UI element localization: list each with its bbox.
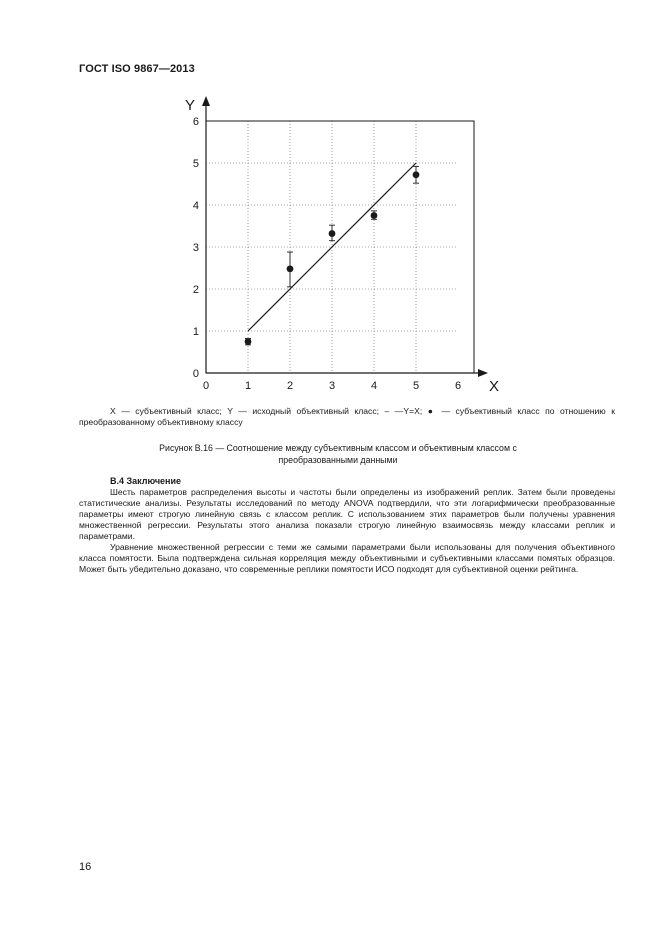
- document-header: ГОСТ ISO 9867—2013: [79, 63, 195, 75]
- x-tick-label: 6: [454, 380, 462, 392]
- y-tick-label: 1: [192, 326, 199, 338]
- section-title: В.4 Заключение: [110, 476, 182, 486]
- chart-reference-line: [248, 163, 416, 331]
- y-axis-arrow-icon: [202, 96, 210, 106]
- data-point: [287, 265, 294, 272]
- chart-axes: [185, 96, 499, 395]
- y-axis-label: Y: [184, 97, 196, 114]
- data-point: [329, 230, 336, 237]
- y-tick-label: 5: [192, 158, 199, 170]
- figure-caption: Рисунок В.16 — Соотношение между субъективным классом и объективным классом с преобразованными данными: [159, 443, 517, 465]
- x-axis-arrow-icon: [478, 369, 488, 377]
- x-tick-label: 3: [328, 380, 336, 392]
- y-tick-label: 2: [192, 284, 199, 296]
- y-tick-label: 3: [192, 242, 199, 254]
- scatter-chart: [170, 88, 510, 398]
- x-tick-label: 5: [412, 380, 420, 392]
- x-tick-label: 2: [286, 380, 294, 392]
- figure-legend: X — субъективный класс; Y — исходный объективный класс; – —Y=X; ● — субъективный класс по отношению к преобразованному объективному классу: [79, 406, 615, 427]
- y-tick-label: 0: [192, 368, 199, 380]
- chart-tick-labels: [193, 116, 461, 392]
- page-number: 16: [79, 861, 92, 873]
- plot-area-border: [206, 121, 474, 373]
- y-tick-label: 6: [192, 116, 199, 128]
- x-tick-label: 0: [202, 380, 210, 392]
- paragraph: Уравнение множественной регрессии с теми же самыми параметрами были использованы для получения объективного класса помятости. Была подтверждена сильная корреляция между объективными и субъективными классами помятых образцов. Может быть убедительно доказано, что современные реплики помятости ИСО подходят для субъективной оценки рейтинга.: [79, 542, 615, 574]
- paragraph: Шесть параметров распределения высоты и частоты были определены из изображений реплик. Затем были проведены статистические анализы. Результаты исследований по методу ANOVA подтвердили, что эти логарифмически преобразованные параметры имеют строгую линейную связь с классом реплик. С использованием этих параметров были получены уравнения множественной регрессии. Результаты этого анализа показали строгую линейную взаимосвязь между классами реплик и параметрами.: [79, 487, 615, 541]
- data-point: [371, 212, 378, 219]
- y-tick-label: 4: [192, 200, 199, 212]
- reference-line-y-equals-x: [248, 163, 416, 331]
- x-tick-label: 1: [244, 380, 252, 392]
- data-point: [245, 338, 252, 345]
- x-tick-label: 4: [370, 380, 378, 392]
- data-point: [413, 171, 420, 178]
- x-axis-label: X: [488, 378, 500, 395]
- section-body: [79, 487, 615, 575]
